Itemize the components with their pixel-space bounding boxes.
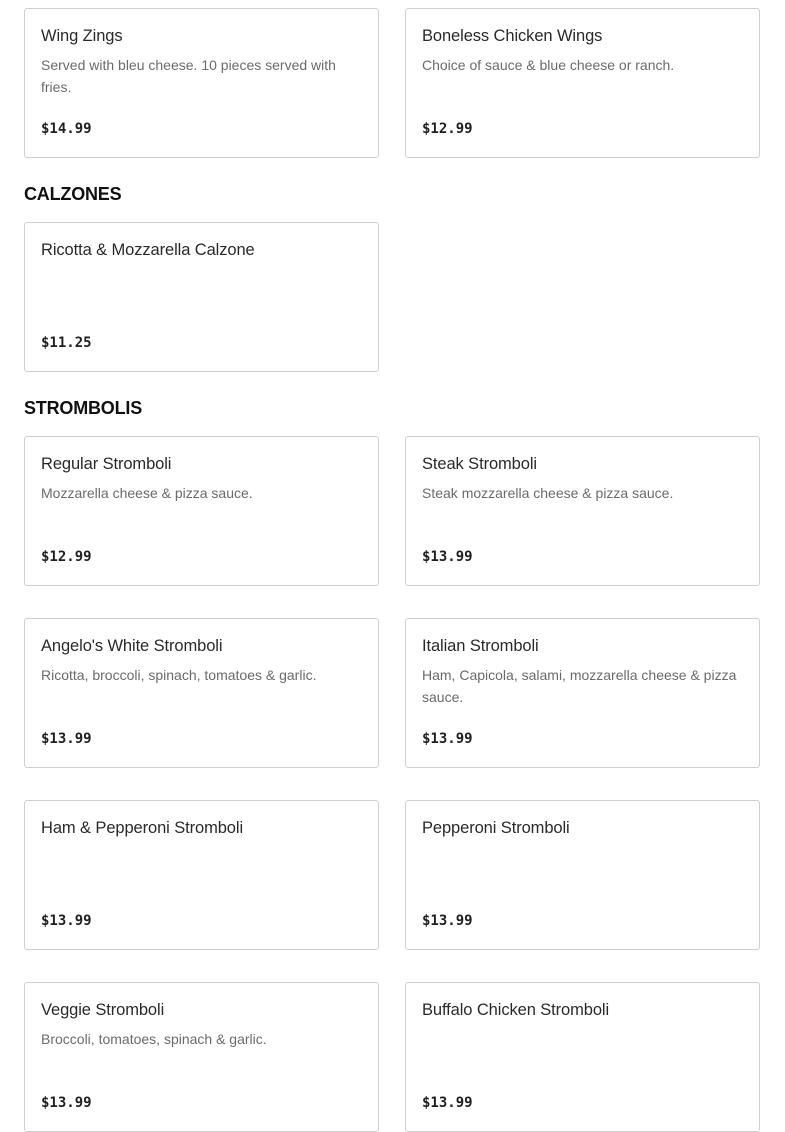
menu-item-card[interactable] — [24, 800, 379, 950]
menu-item-price: $11.25 — [41, 335, 92, 351]
section-title-strombolis: STROMBOLIS — [24, 398, 142, 418]
section-title-calzones: CALZONES — [24, 184, 122, 204]
menu-item-card[interactable] — [24, 618, 379, 768]
menu-item-name: Italian Stromboli — [422, 637, 539, 655]
menu-item-description: Choice of sauce & blue cheese or ranch. — [422, 57, 675, 73]
menu-item-card[interactable] — [24, 436, 379, 586]
menu-item-name: Boneless Chicken Wings — [422, 27, 603, 45]
menu-item-name: Wing Zings — [41, 27, 123, 45]
menu-item-price: $13.99 — [41, 1095, 92, 1111]
menu-item-description: Ham, Capicola, salami, mozzarella cheese & pizza sauce. — [422, 667, 737, 705]
menu-item-description: Served with bleu cheese. 10 pieces served with fries. — [41, 57, 336, 95]
menu-item-name: Ricotta & Mozzarella Calzone — [41, 241, 255, 259]
menu-item-name: Ham & Pepperoni Stromboli — [41, 819, 244, 837]
menu-item-card[interactable] — [405, 436, 760, 586]
menu-item-name: Veggie Stromboli — [41, 1001, 165, 1019]
menu-item-card[interactable] — [24, 8, 379, 158]
menu-item-card[interactable] — [405, 800, 760, 950]
menu-item-card[interactable] — [405, 982, 760, 1132]
menu-item-price: $13.99 — [422, 1095, 473, 1111]
menu-item-name: Steak Stromboli — [422, 455, 537, 473]
menu-item-name: Pepperoni Stromboli — [422, 819, 570, 837]
menu-item-name: Buffalo Chicken Stromboli — [422, 1001, 610, 1019]
menu-item-price: $12.99 — [41, 549, 92, 565]
menu-item-name: Angelo's White Stromboli — [41, 637, 223, 655]
menu-item-price: $12.99 — [422, 121, 473, 137]
menu-item-card[interactable] — [405, 618, 760, 768]
menu-item-name: Regular Stromboli — [41, 455, 172, 473]
menu-item-price: $14.99 — [41, 121, 92, 137]
menu-item-card[interactable] — [24, 982, 379, 1132]
menu-item-price: $13.99 — [422, 731, 473, 747]
menu-item-description: Mozzarella cheese & pizza sauce. — [41, 485, 253, 501]
menu-item-card[interactable] — [405, 8, 760, 158]
menu-item-price: $13.99 — [41, 731, 92, 747]
menu-item-price: $13.99 — [422, 913, 473, 929]
menu-item-card[interactable] — [24, 222, 379, 372]
menu-item-price: $13.99 — [41, 913, 92, 929]
menu-item-description: Ricotta, broccoli, spinach, tomatoes & garlic. — [41, 667, 317, 683]
menu-item-price: $13.99 — [422, 549, 473, 565]
menu-item-description: Steak mozzarella cheese & pizza sauce. — [422, 485, 674, 501]
menu-item-description: Broccoli, tomatoes, spinach & garlic. — [41, 1031, 267, 1047]
